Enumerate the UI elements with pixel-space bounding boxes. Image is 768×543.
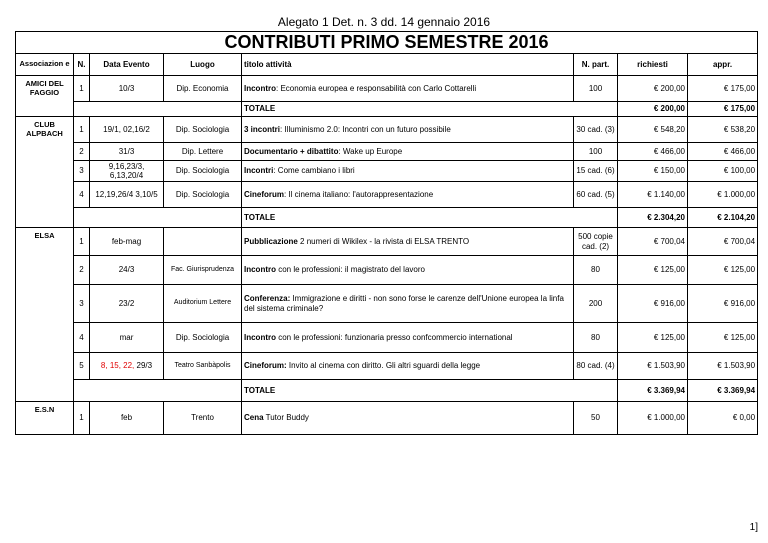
- amount-requested: € 125,00: [618, 256, 688, 285]
- activity-description: : Come cambiano i libri: [273, 166, 355, 176]
- table-row: [16, 285, 758, 323]
- amount-approved: € 700,04: [688, 228, 758, 256]
- row-number: 4: [74, 323, 90, 353]
- activity-description: con le professioni: il magistrato del lavoro: [276, 265, 425, 275]
- activity-description: : Wake up Europe: [338, 146, 403, 156]
- amount-requested: € 150,00: [618, 161, 688, 182]
- amount-requested: € 1.503,90: [618, 353, 688, 380]
- activity-description: : Il cinema italiano: l'autorappresentazione: [284, 189, 434, 199]
- total-requested: € 200,00: [618, 102, 688, 117]
- event-date-text: 29/3: [134, 361, 153, 371]
- amount-approved: € 100,00: [688, 161, 758, 182]
- activity-type: Conferenza:: [244, 294, 291, 304]
- col-associazione: Associazion e: [16, 54, 74, 76]
- event-date-text: 24/3: [118, 265, 135, 275]
- association-name: E.S.N: [16, 402, 74, 435]
- event-location: Dip. Sociologia: [164, 117, 242, 143]
- col-data: Data Evento: [90, 54, 164, 76]
- amount-requested: € 1.000,00: [618, 402, 688, 435]
- activity-title: [242, 402, 574, 435]
- activity-type: Documentario + dibattito: [244, 146, 339, 156]
- amount-approved: € 466,00: [688, 143, 758, 161]
- total-approved: € 3.369,94: [688, 380, 758, 402]
- event-date: [90, 353, 164, 380]
- table-row: [16, 143, 758, 161]
- activity-type: Pubblicazione: [244, 236, 298, 246]
- event-date-text: mar: [119, 332, 134, 342]
- row-number: 4: [74, 182, 90, 208]
- amount-requested: € 548,20: [618, 117, 688, 143]
- amount-requested: € 125,00: [618, 323, 688, 353]
- row-number: 1: [74, 76, 90, 102]
- table-title: CONTRIBUTI PRIMO SEMESTRE 2016: [16, 32, 758, 54]
- event-date: [90, 76, 164, 102]
- event-location: Teatro Sanbàpolis: [164, 353, 242, 380]
- event-date-text: 19/1, 02,16/2: [103, 124, 150, 134]
- amount-approved: € 916,00: [688, 285, 758, 323]
- row-number: 1: [74, 117, 90, 143]
- total-label: TOTALE: [242, 208, 618, 228]
- participants: 30 cad. (3): [574, 117, 618, 143]
- row-number: 5: [74, 353, 90, 380]
- event-date: [90, 228, 164, 256]
- participants: 500 copie cad. (2): [574, 228, 618, 256]
- event-date: [90, 402, 164, 435]
- total-label: TOTALE: [242, 380, 618, 402]
- col-richiesti: richiesti: [618, 54, 688, 76]
- activity-title: [242, 182, 574, 208]
- row-number: 3: [74, 161, 90, 182]
- event-date: [90, 117, 164, 143]
- participants: 15 cad. (6): [574, 161, 618, 182]
- activity-type: 3 incontri: [244, 124, 281, 134]
- event-date-text: 31/3: [118, 146, 135, 156]
- event-date-text: feb: [120, 413, 133, 423]
- event-location: Dip. Sociologia: [164, 182, 242, 208]
- col-titolo: titolo attività: [242, 54, 574, 76]
- activity-title: [242, 353, 574, 380]
- activity-type: Incontro: [244, 265, 276, 275]
- activity-title: [242, 228, 574, 256]
- table-row: [16, 402, 758, 435]
- amount-requested: € 200,00: [618, 76, 688, 102]
- activity-description: : Economia europea e responsabilità con Carlo Cottarelli: [276, 83, 477, 93]
- total-approved: € 175,00: [688, 102, 758, 117]
- row-number: 2: [74, 256, 90, 285]
- total-requested: € 3.369,94: [618, 380, 688, 402]
- col-luogo: Luogo: [164, 54, 242, 76]
- activity-title: [242, 323, 574, 353]
- amount-approved: € 1.503,90: [688, 353, 758, 380]
- activity-type: Incontro: [244, 83, 276, 93]
- participants: 60 cad. (5): [574, 182, 618, 208]
- participants: 80: [574, 256, 618, 285]
- event-location: Dip. Economia: [164, 76, 242, 102]
- participants: 80: [574, 323, 618, 353]
- activity-type: Cineforum:: [244, 361, 287, 371]
- table-row: [16, 323, 758, 353]
- amount-approved: € 0,00: [688, 402, 758, 435]
- activity-description: Immigrazione e diritti - non sono forse le carenze dell'Unione europea la linfa del sistema criminale?: [244, 294, 564, 313]
- table-row: [16, 256, 758, 285]
- amount-requested: € 916,00: [618, 285, 688, 323]
- participants: 200: [574, 285, 618, 323]
- contributions-table: [15, 31, 758, 435]
- event-date-text: 9,16,23/3, 6,13,20/4: [108, 161, 145, 180]
- activity-title: [242, 143, 574, 161]
- amount-approved: € 1.000,00: [688, 182, 758, 208]
- event-date-text: 12,19,26/4 3,10/5: [95, 189, 158, 199]
- total-requested: € 2.304,20: [618, 208, 688, 228]
- activity-title: [242, 117, 574, 143]
- amount-requested: € 466,00: [618, 143, 688, 161]
- activity-description: 2 numeri di Wikilex - la rivista di ELSA TRENTO: [297, 236, 470, 246]
- event-date: [90, 285, 164, 323]
- participants: 100: [574, 76, 618, 102]
- table-row: [16, 182, 758, 208]
- total-spacer: [74, 208, 242, 228]
- table-row: [16, 353, 758, 380]
- event-date: [90, 143, 164, 161]
- activity-type: Incontri: [244, 166, 274, 176]
- event-date: [90, 323, 164, 353]
- event-location: Dip. Sociologia: [164, 323, 242, 353]
- table-row: [16, 117, 758, 143]
- total-approved: € 2.104,20: [688, 208, 758, 228]
- col-appr: appr.: [688, 54, 758, 76]
- row-number: 3: [74, 285, 90, 323]
- activity-type: Cena: [244, 413, 264, 423]
- total-row: [16, 380, 758, 402]
- activity-title: [242, 256, 574, 285]
- activity-type: Cineforum: [244, 189, 284, 199]
- activity-description: con le professioni: funzionaria presso confcommercio international: [276, 332, 513, 342]
- event-date: [90, 182, 164, 208]
- table-row: [16, 228, 758, 256]
- col-n: N.: [74, 54, 90, 76]
- total-row: [16, 102, 758, 117]
- activity-description: Invito al cinema con diritto. Gli altri sguardi della legge: [286, 361, 481, 371]
- activity-type: Incontro: [244, 332, 276, 342]
- amount-approved: € 125,00: [688, 256, 758, 285]
- event-location: Dip. Sociologia: [164, 161, 242, 182]
- event-date: [90, 161, 164, 182]
- event-location: Dip. Lettere: [164, 143, 242, 161]
- page-number: 1]: [749, 522, 758, 533]
- event-date-text: 23/2: [118, 298, 135, 308]
- association-name: ELSA: [16, 228, 74, 402]
- event-location: Trento: [164, 402, 242, 435]
- row-number: 1: [74, 402, 90, 435]
- amount-approved: € 538,20: [688, 117, 758, 143]
- event-location: Fac. Giurisprudenza: [164, 256, 242, 285]
- activity-title: [242, 285, 574, 323]
- activity-title: [242, 76, 574, 102]
- total-spacer: [74, 102, 242, 117]
- row-number: 2: [74, 143, 90, 161]
- event-date-text: 10/3: [118, 83, 135, 93]
- amount-approved: € 175,00: [688, 76, 758, 102]
- event-location: Auditorium Lettere: [164, 285, 242, 323]
- total-label: TOTALE: [242, 102, 618, 117]
- participants: 80 cad. (4): [574, 353, 618, 380]
- amount-requested: € 700,04: [618, 228, 688, 256]
- column-header-row: [16, 54, 758, 76]
- activity-description: Tutor Buddy: [263, 413, 309, 423]
- row-number: 1: [74, 228, 90, 256]
- table-row: [16, 161, 758, 182]
- event-date-text: feb-mag: [111, 236, 142, 246]
- event-location: [164, 228, 242, 256]
- activity-description: : Illuminismo 2.0: Incontri con un futuro possibile: [280, 124, 451, 134]
- document-header: Alegato 1 Det. n. 3 dd. 14 gennaio 2016: [277, 15, 491, 29]
- table-row: [16, 76, 758, 102]
- event-date: [90, 256, 164, 285]
- amount-approved: € 125,00: [688, 323, 758, 353]
- association-name: AMICI DEL FAGGIO: [16, 76, 74, 117]
- total-row: [16, 208, 758, 228]
- participants: 50: [574, 402, 618, 435]
- amount-requested: € 1.140,00: [618, 182, 688, 208]
- col-npart: N. part.: [574, 54, 618, 76]
- event-date-highlight: 8, 15, 22,: [100, 361, 135, 371]
- activity-title: [242, 161, 574, 182]
- total-spacer: [74, 380, 242, 402]
- association-name: CLUB ALPBACH: [16, 117, 74, 228]
- participants: 100: [574, 143, 618, 161]
